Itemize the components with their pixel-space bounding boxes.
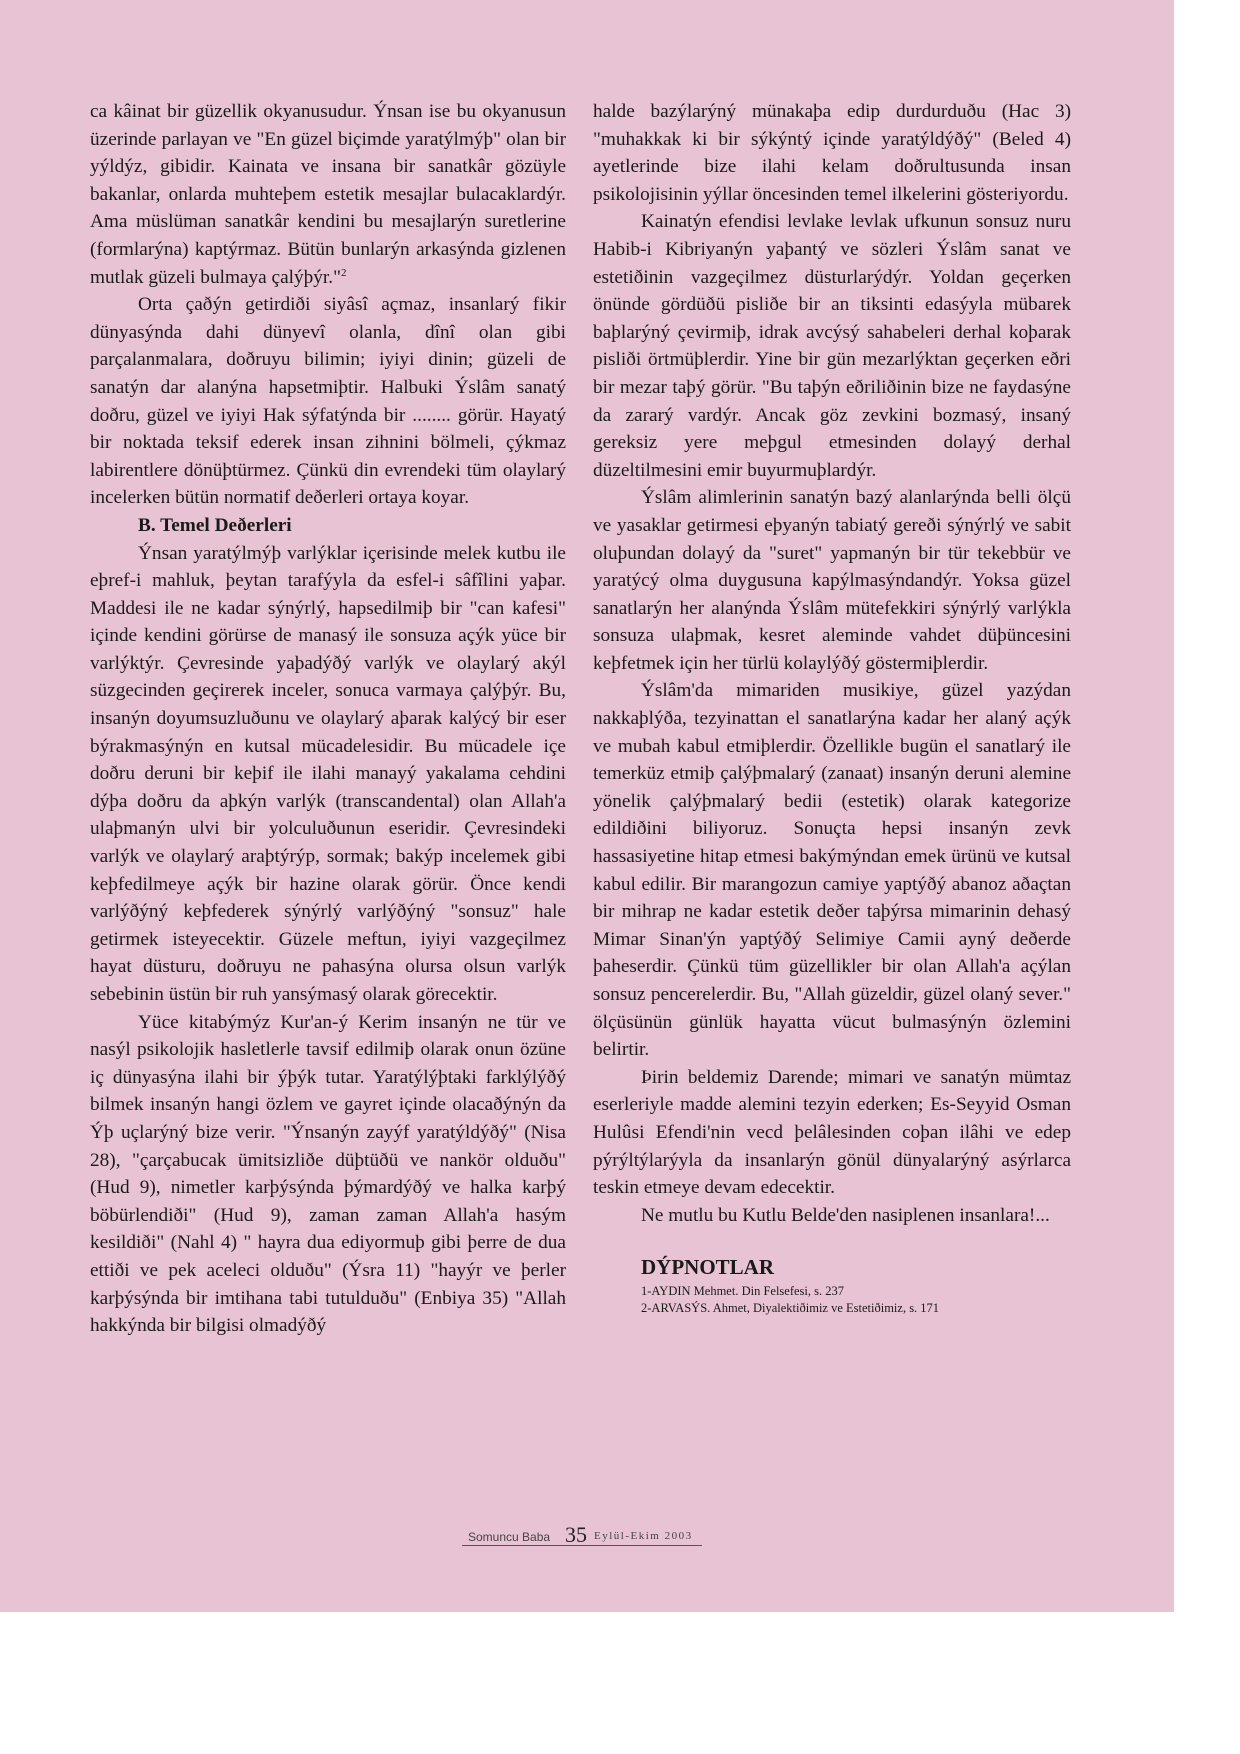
right-paragraph-2: Kainatýn efendisi levlake levlak ufkunun sonsuz nuru Habib-i Kibriyanýn yaþantý ve sözleri Ýslâm sanat ve estetiðinin vazgeçilmez düsturlarýdýr. Yoldan geçerken önünde gördüðü pisliðe bir an tiksinti edasýyla mübarek baþlarýný çevirmiþ, idrak avcýsý sahabeleri derhal koþarak pisliði örtmüþlerdir. Yine bir gün mezarlýktan geçerken eðri bir mezar taþý görür. "Bu taþýn eðriliðinin bize ne faydasýne da zararý vardýr. Ancak göz zevkini bozmasý, insaný gereksiz yere meþgul etmesinden dolayý derhal düzeltilmesini emir buyurmuþlardýr. xyxy=(593,211,1071,481)
footnote-1: 1-AYDIN Mehmet. Din Felsefesi, s. 237 xyxy=(641,1284,844,1299)
right-paragraph-6: Ne mutlu bu Kutlu Belde'den nasiplenen insanlara!... xyxy=(641,1204,1050,1226)
footnote-ref: 2 xyxy=(340,266,347,279)
footnotes-title: DÝPNOTLAR xyxy=(641,1255,775,1280)
right-paragraph-3: Ýslâm alimlerinin sanatýn bazý alanlarýnda belli ölçü ve yasaklar getirmesi eþyanýn tabiatý gereði sýnýrlý ve sabit oluþundan dolayý da "suret" yapmanýn bir tür tekebbür ve yaratýcý olma duygusuna kapýlmasýndandýr. Yoksa güzel sanatlarýn her alanýnda Ýslâm mütefekkiri sýnýrlý varlýkla sonsuza ulaþmak, kesret aleminde vahdet düþüncesini keþfetmek için her türlü kolaylýðý göstermiþlerdir. xyxy=(593,487,1071,674)
footnotes xyxy=(593,1255,1071,1317)
footnote-2: 2-ARVASÝS. Ahmet, Diyalektiðimiz ve Estetiðimiz, s. 171 xyxy=(641,1301,940,1316)
left-column xyxy=(90,98,566,1340)
section-heading: B. Temel Deðerleri xyxy=(138,514,292,536)
left-paragraph-2: Orta çaðýn getirdiði siyâsî açmaz, insanlarý fikir dünyasýnda dahi dünyevî olanla, dînî olan gibi parçalanmalara, doðruyu bilimin; iyiyi dinin; güzeli de sanatýn dar alanýna hapsetmiþtir. Halbuki Ýslâm sanatý doðru, güzel ve iyiyi Hak sýfatýnda bir ........ görür. Hayatý bir noktada teksif ederek insan zihnini bölmeli, çýkmaz labirentlere dönüþtürmez. Çünkü din evrendeki tüm olaylarý incelerken bütün normatif deðerleri ortaya koyar. xyxy=(90,294,566,509)
right-paragraph-5: Þirin beldemiz Darende; mimari ve sanatýn mümtaz eserleriyle madde alemini tezyin ederken; Es-Seyyid Osman Hulûsi Efendi'nin vecd þelâlesinden coþan ilâhi ve edep pýrýltýlarýyla da insanlarýn gönül dünyalarýný asýrlarca teskin etmeye devam edecektir. xyxy=(593,1066,1071,1199)
page-footer xyxy=(462,1522,702,1558)
left-paragraph-4: Yüce kitabýmýz Kur'an-ý Kerim insanýn ne tür ve nasýl psikolojik hasletlerle tavsif edilmiþ olarak onun özüne iç dünyasýna ilahi bir ýþýk tutar. Yaratýlýþtaki farklýlýðý bilmek insanýn hangi özlem ve gayret içinde olacaðýnýn da Ýþ uçlarýný bize verir. "Ýnsanýn zayýf yaratýldýðý" (Nisa 28), "çarçabucak ümitsizliðe düþtüðü ve nankör olduðu" (Hud 9), nimetler karþýsýnda þýmardýðý ve halka karþý böbürlendiði" (Hud 9), zaman zaman Allah'a hasým kesildiði" (Nahl 4) " hayra dua ediyormuþ gibi þerre de dua ettiði ve pek aceleci olduðu" (Ýsra 11) "hayýr ve þerler karþýsýnda bir imtihana tabi tutulduðu" (Enbiya 35) "Allah hakkýnda bir bilgisi olmadýðý xyxy=(90,1011,566,1337)
right-paragraph-1: halde bazýlarýný münakaþa edip durdurduðu (Hac 3) "muhakkak ki bir sýkýntý içinde yaratýldýðý" (Beled 4) ayetlerinde bize ilahi kelam doðrultusunda insan psikolojisinin yýllar öncesinden temel ilkelerini göstеriyordu. xyxy=(593,101,1071,205)
issue-date: Eylül-Ekim 2003 xyxy=(594,1530,693,1542)
left-paragraph-1: ca kâinat bir güzellik okyanusudur. Ýnsan ise bu okyanusun üzerinde parlayan ve "En güzel biçimde yaratýlmýþ" olan bir yýldýz, gibidir. Kainata ve insana bir sanatkâr gözüyle bakanlar, onlarda muhteþem estetik mesajlar bulacaklardýr. Ama müslüman sanatkâr kendini bu mesajlarýn suretlerine (formlarýna) kaptýrmaz. Bütün bunlarýn arkasýnda gizlenen mutlak güzeli bulmaya çalýþýr."$^2$ xyxy=(90,101,566,288)
page-number: 35 xyxy=(565,1522,587,1547)
magazine-name: Somuncu Baba xyxy=(468,1530,551,1544)
left-paragraph-3: Ýnsan yaratýlmýþ varlýklar içerisinde melek kutbu ile eþref-i mahluk, þeytan tarafýyla da esfel-i sâfîlini yaþar. Maddesi ile ne kadar sýnýrlý, hapsedilmiþ bir "can kafesi" içinde kendini görürse de manasý ile sonsuza açýk yüce bir varlýktýr. Çevresinde yaþadýðý varlýk ve olaylarý akýl süzgecinden geçirerek inceler, sonuca varmaya çalýþýr. Bu, insanýn doyumsuzluðunu ve olaylarý aþarak kalýcý bir eser býrakmasýnýn en kutsal mücadelesidir. Bu mücadele içe doðru deruni bir keþif ile ilahi manayý yakalama cehdini dýþa doðru da aþkýn varlýk (transcandental) olan Allah'a ulaþmanýn ulvi bir yolculuðunun eseridir. Çevresindeki varlýk ve olaylarý araþtýrýp, sormak; bakýp incelemek gibi keþfedilmeye açýk bir hazine olarak görür. Önce kendi varlýðýný keþfederek sýnýrlý varlýðýný "sonsuz" hale getirmek isteyecektir. Güzele meftun, iyiyi vazgeçilmez hayat düsturu, doðruyu ne pahasýna olursa olsun varlýk sebebinin üstün bir ruh yansýmasý olarak görecektir. xyxy=(90,542,566,1005)
right-column xyxy=(593,98,1071,1317)
right-paragraph-4: Ýslâm'da mimariden musikiye, güzel yazýdan nakkaþlýða, tezyinattan el sanatlarýna kadar her alaný açýk ve mubah kabul etmiþlerdir. Özellikle bugün el sanatlarý ile temerküz etmiþ çalýþmalarý (zanaat) insanýn deruni alemine yönelik çalýþmalarý bedii (estetik) olarak kategorize edildiðini biliyoruz. Sonuçta hepsi insanýn zevk hassasiyetine hitap etmesi bakýmýndan emek ürünü ve kutsal kabul edilir. Bir marangozun camiye yaptýðý abanoz aðaçtan bir mihrap ne kadar estetik deðer taþýrsa mimarinin dehasý Mimar Sinan'ýn yaptýðý Selimiye Camii ayný deðerde þaheserdir. Çünkü tüm güzellikler bir olan Allah'a açýlan sonsuz pencerelerdir. Bu, "Allah güzeldir, güzel olaný sever." ölçüsünün günlük hayatta vücut bulmasýnýn özlemini belirtir. xyxy=(593,680,1071,1061)
